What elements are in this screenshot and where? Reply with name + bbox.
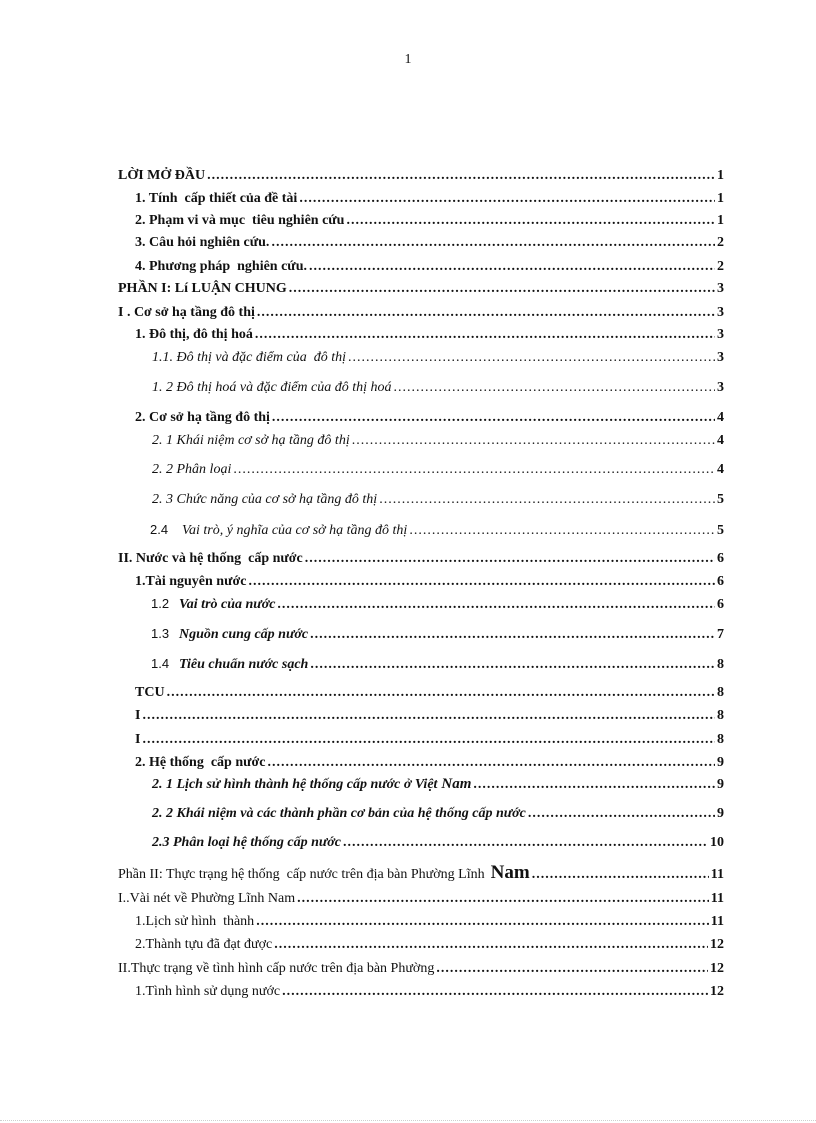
toc-page: 9 (717, 806, 724, 821)
toc-page: 9 (717, 777, 724, 792)
toc-entry[interactable] (135, 190, 724, 208)
toc-label: 2.Thành tựu đã đạt được (135, 937, 273, 952)
toc-entry[interactable] (118, 960, 724, 978)
toc-page: 6 (717, 551, 724, 566)
toc-entry[interactable] (152, 491, 724, 509)
toc-label: 1.Tình hình sử dụng nước (135, 984, 281, 999)
toc-page: 7 (717, 627, 724, 642)
toc-label: I..Vài nét về Phường Lĩnh Nam (118, 891, 296, 906)
toc-entry[interactable] (135, 409, 724, 427)
toc-label: 2. 3 Chức năng của cơ sở hạ tầng đô thị (152, 492, 378, 507)
toc-page: 12 (710, 937, 724, 952)
toc-entry[interactable] (135, 684, 724, 702)
toc-label: II. Nước và hệ thống cấp nước (118, 551, 303, 566)
toc-page: 6 (717, 597, 724, 612)
toc-page: 8 (717, 657, 724, 672)
toc-number: 1.2 (151, 596, 170, 611)
toc-label: I (135, 732, 141, 747)
page-bottom-divider (0, 1120, 816, 1121)
toc-entry[interactable] (135, 913, 724, 931)
toc-entry[interactable] (151, 625, 724, 644)
toc-entry-phan-ii-nuoc[interactable] (118, 550, 724, 568)
toc-entry[interactable] (118, 890, 724, 908)
toc-label: 2. Hệ thống cấp nước (135, 755, 266, 770)
toc-page: 11 (710, 891, 724, 906)
toc-page: 12 (710, 984, 724, 999)
toc-entry[interactable] (135, 258, 724, 276)
toc-page: 1 (717, 213, 724, 228)
toc-page: 11 (710, 914, 724, 929)
toc-number: 2.4 (150, 522, 169, 537)
toc-page: 5 (717, 523, 724, 538)
toc-entry[interactable] (135, 707, 724, 725)
toc-label: Vai trò của nước (179, 597, 276, 612)
toc-entry[interactable] (118, 304, 724, 322)
toc-label: 2. 1 Khái niệm cơ sở hạ tầng đô thị (152, 433, 350, 448)
toc-label: 1. Tính cấp thiết của đề tài (135, 191, 298, 206)
toc-label: LỜI MỞ ĐẦU (118, 168, 206, 183)
toc-label: TCU (135, 685, 165, 700)
toc-entry[interactable] (152, 432, 724, 450)
toc-entry[interactable] (135, 983, 724, 1001)
toc-entry-loi-mo-dau[interactable] (118, 167, 724, 185)
toc-entry[interactable] (152, 379, 724, 397)
toc-entry[interactable] (152, 349, 724, 367)
toc-label: Tiêu chuẩn nước sạch (179, 657, 309, 672)
toc-entry[interactable] (135, 234, 724, 252)
toc-page: 3 (717, 281, 724, 296)
toc-label: Nguồn cung cấp nước (179, 627, 309, 642)
toc-label-big: Nam (490, 862, 530, 883)
toc-label: 3. Câu hỏi nghiên cứu. (135, 235, 270, 250)
toc-page: 8 (717, 708, 724, 723)
toc-label-big: Nam (441, 776, 472, 792)
toc-page: 4 (717, 410, 724, 425)
toc-entry[interactable] (150, 521, 724, 540)
toc-label: 1.Lịch sử hình thành (135, 914, 255, 929)
toc-entry[interactable] (135, 731, 724, 749)
toc-entry[interactable] (135, 212, 724, 230)
toc-page: 3 (717, 327, 724, 342)
toc-page: 1 (717, 191, 724, 206)
toc-label: 1. Đô thị, đô thị hoá (135, 327, 253, 342)
toc-page: 3 (717, 350, 724, 365)
toc-label: 2.3 Phân loại hệ thống cấp nước (152, 835, 341, 850)
toc-page: 2 (717, 259, 724, 274)
toc-entry[interactable] (135, 936, 724, 954)
toc-page: 10 (710, 835, 724, 850)
toc-page: 12 (710, 961, 724, 976)
toc-entry-phan-ii[interactable] (118, 864, 724, 884)
toc-label: Vai trò, ý nghĩa của cơ sở hạ tầng đô thị (182, 523, 408, 538)
toc-entry[interactable] (151, 595, 724, 614)
toc-label: Phần II: Thực trạng hệ thống cấp nước trên địa bàn Phường Lĩnh (118, 867, 485, 882)
toc-entry[interactable] (135, 754, 724, 772)
toc-entry[interactable] (152, 461, 724, 479)
toc-page: 6 (717, 574, 724, 589)
page-number: 1 (404, 52, 412, 67)
toc-page: 4 (717, 462, 724, 477)
toc-label: 2. Phạm vi và mục tiêu nghiên cứu (135, 213, 345, 228)
toc-entry[interactable] (152, 805, 724, 823)
toc-label: 2. 2 Khái niệm và các thành phần cơ bản của hệ thống cấp nước (152, 806, 526, 821)
toc-page: 2 (717, 235, 724, 250)
toc-label: I (135, 708, 141, 723)
toc-number: 1.3 (151, 626, 170, 641)
toc-entry[interactable] (135, 326, 724, 344)
toc-page: 9 (717, 755, 724, 770)
toc-label: PHẦN I: Lí LUẬN CHUNG (118, 281, 287, 296)
toc-page: 8 (717, 685, 724, 700)
toc-entry[interactable] (151, 655, 724, 674)
toc-page: 11 (710, 867, 724, 882)
toc-page: 1 (717, 168, 724, 183)
toc-page: 3 (717, 305, 724, 320)
toc-label: II.Thực trạng về tình hình cấp nước trên địa bàn Phường (118, 961, 435, 976)
toc-page: 8 (717, 732, 724, 747)
toc-label: 2. Cơ sở hạ tầng đô thị (135, 410, 270, 425)
toc-number: 1.4 (151, 656, 170, 671)
toc-label: 1.Tài nguyên nước (135, 574, 247, 589)
toc-label: I . Cơ sở hạ tầng đô thị (118, 305, 255, 320)
toc-page: 5 (717, 492, 724, 507)
toc-label: 2. 1 Lịch sử hình thành hệ thống cấp nước ở Việt (152, 777, 438, 792)
toc-label: 1. 2 Đô thị hoá và đặc điểm của đô thị hoá (152, 380, 392, 395)
toc-entry[interactable] (135, 573, 724, 591)
toc-label: 4. Phương pháp nghiên cứu. (135, 259, 307, 274)
toc-entry[interactable] (152, 834, 724, 852)
toc-label: 2. 2 Phân loại (152, 462, 232, 477)
toc-label: 1.1. Đô thị và đặc điểm của đô thị (152, 350, 347, 365)
toc-page: 4 (717, 433, 724, 448)
toc-entry-phan-1[interactable] (118, 280, 724, 298)
toc-entry[interactable] (152, 775, 724, 794)
toc-page: 3 (717, 380, 724, 395)
